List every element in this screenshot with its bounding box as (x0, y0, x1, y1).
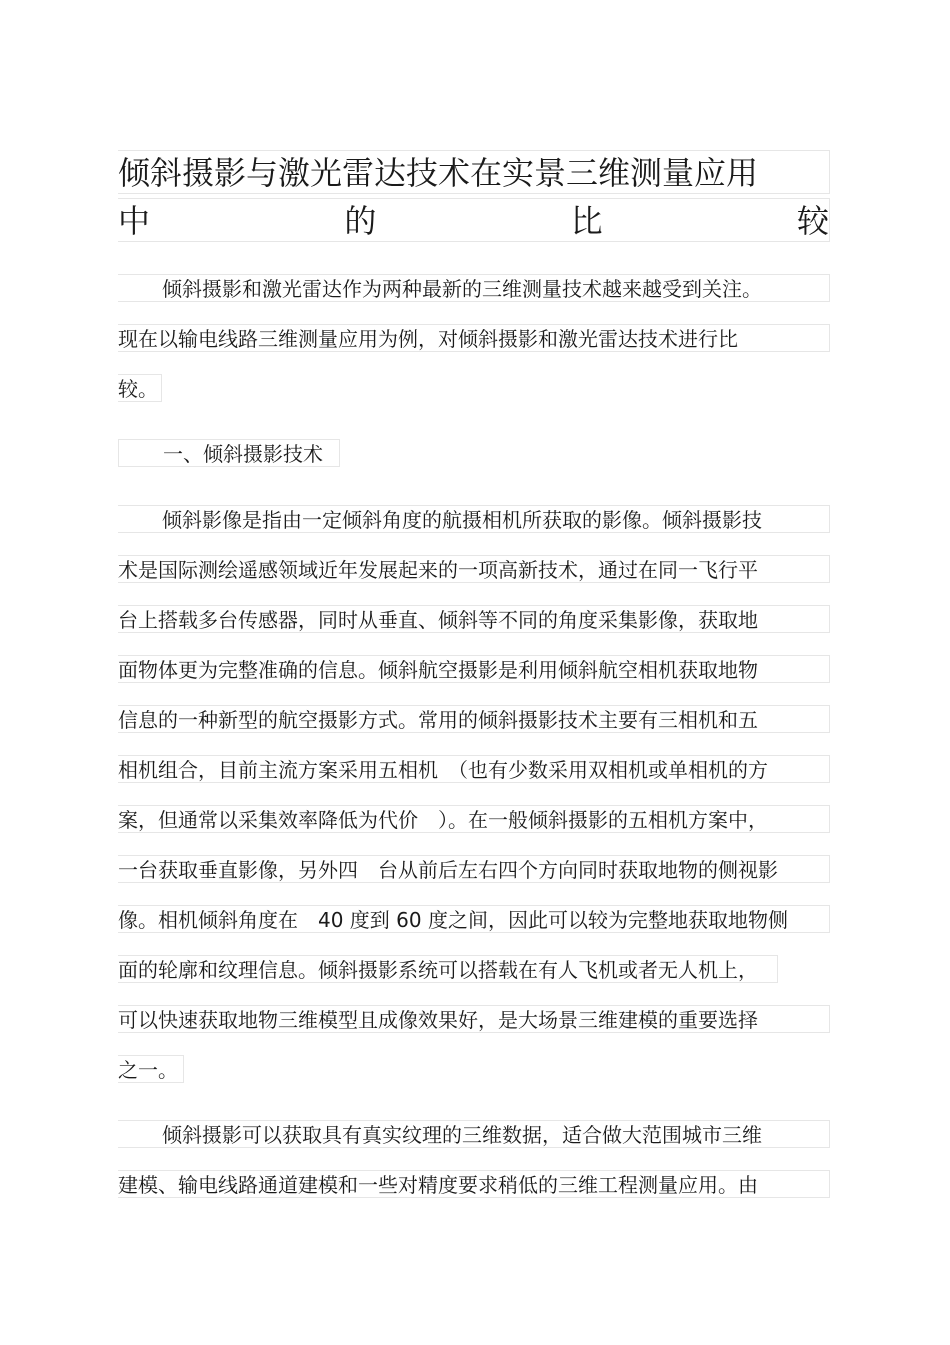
paragraph-text: 信息的一种新型的航空摄影方式。常用的倾斜摄影技术主要有三相机和五 (118, 708, 758, 732)
paragraph-line (118, 505, 830, 533)
section-heading (118, 439, 340, 467)
paragraph-line (118, 1170, 830, 1198)
paragraph-text: 术是国际测绘遥感领域近年发展起来的一项高新技术，通过在同一飞行平 (118, 558, 758, 582)
title-line-1 (118, 150, 830, 194)
paragraph-line (118, 905, 830, 933)
intro-line (118, 324, 830, 352)
paragraph-text: 建模、输电线路通道建模和一些对精度要求稍低的三维工程测量应用。由 (118, 1173, 758, 1197)
paragraph-text: 面物体更为完整准确的信息。倾斜航空摄影是利用倾斜航空相机获取地物 (118, 658, 758, 682)
paragraph-line (118, 1055, 184, 1083)
paragraph-line (118, 855, 830, 883)
title-line-2 (118, 198, 830, 242)
intro-line (118, 374, 162, 402)
paragraph-line (118, 655, 830, 683)
paragraph-line (118, 805, 830, 833)
paragraph-text: 倾斜影像是指由一定倾斜角度的航摄相机所获取的影像。倾斜摄影技 (162, 508, 762, 532)
paragraph-text: 之一。 (118, 1058, 178, 1082)
intro-line (118, 274, 830, 302)
paragraph-text: 案，但通常以采集效率降低为代价 ）。在一般倾斜摄影的五相机方案中， (118, 808, 768, 832)
paragraph-text: 像。相机倾斜角度在 40 度到 60 度之间，因此可以较为完整地获取地物侧 (118, 908, 788, 932)
paragraph-line (118, 755, 830, 783)
paragraph-line (118, 1005, 830, 1033)
title-char: 较 (796, 202, 829, 240)
title-char: 比 (570, 202, 603, 240)
paragraph-text: 面的轮廓和纹理信息。倾斜摄影系统可以搭载在有人飞机或者无人机上， (118, 958, 758, 982)
title-char: 的 (344, 202, 377, 240)
paragraph-line (118, 955, 778, 983)
paragraph-line (118, 1120, 830, 1148)
intro-text: 现在以输电线路三维测量应用为例，对倾斜摄影和激光雷达技术进行比 (118, 327, 738, 351)
paragraph-text: 倾斜摄影可以获取具有真实纹理的三维数据，适合做大范围城市三维 (162, 1123, 762, 1147)
paragraph-text: 台上搭载多台传感器，同时从垂直、倾斜等不同的角度采集影像，获取地 (118, 608, 758, 632)
intro-text: 较。 (118, 377, 158, 401)
paragraph-line (118, 555, 830, 583)
paragraph-text: 相机组合，目前主流方案采用五相机 （也有少数采用双相机或单相机的方 (118, 758, 768, 782)
section-heading-text: 一、倾斜摄影技术 (163, 442, 323, 466)
intro-text: 倾斜摄影和激光雷达作为两种最新的三维测量技术越来越受到关注。 (162, 277, 762, 301)
paragraph-text: 一台获取垂直影像，另外四 台从前后左右四个方向同时获取地物的侧视影 (118, 858, 778, 882)
title-text: 倾斜摄影与激光雷达技术在实景三维测量应用 (118, 154, 759, 192)
paragraph-line (118, 605, 830, 633)
paragraph-line (118, 705, 830, 733)
paragraph-text: 可以快速获取地物三维模型且成像效果好，是大场景三维建模的重要选择 (118, 1008, 758, 1032)
title-char: 中 (118, 202, 151, 240)
